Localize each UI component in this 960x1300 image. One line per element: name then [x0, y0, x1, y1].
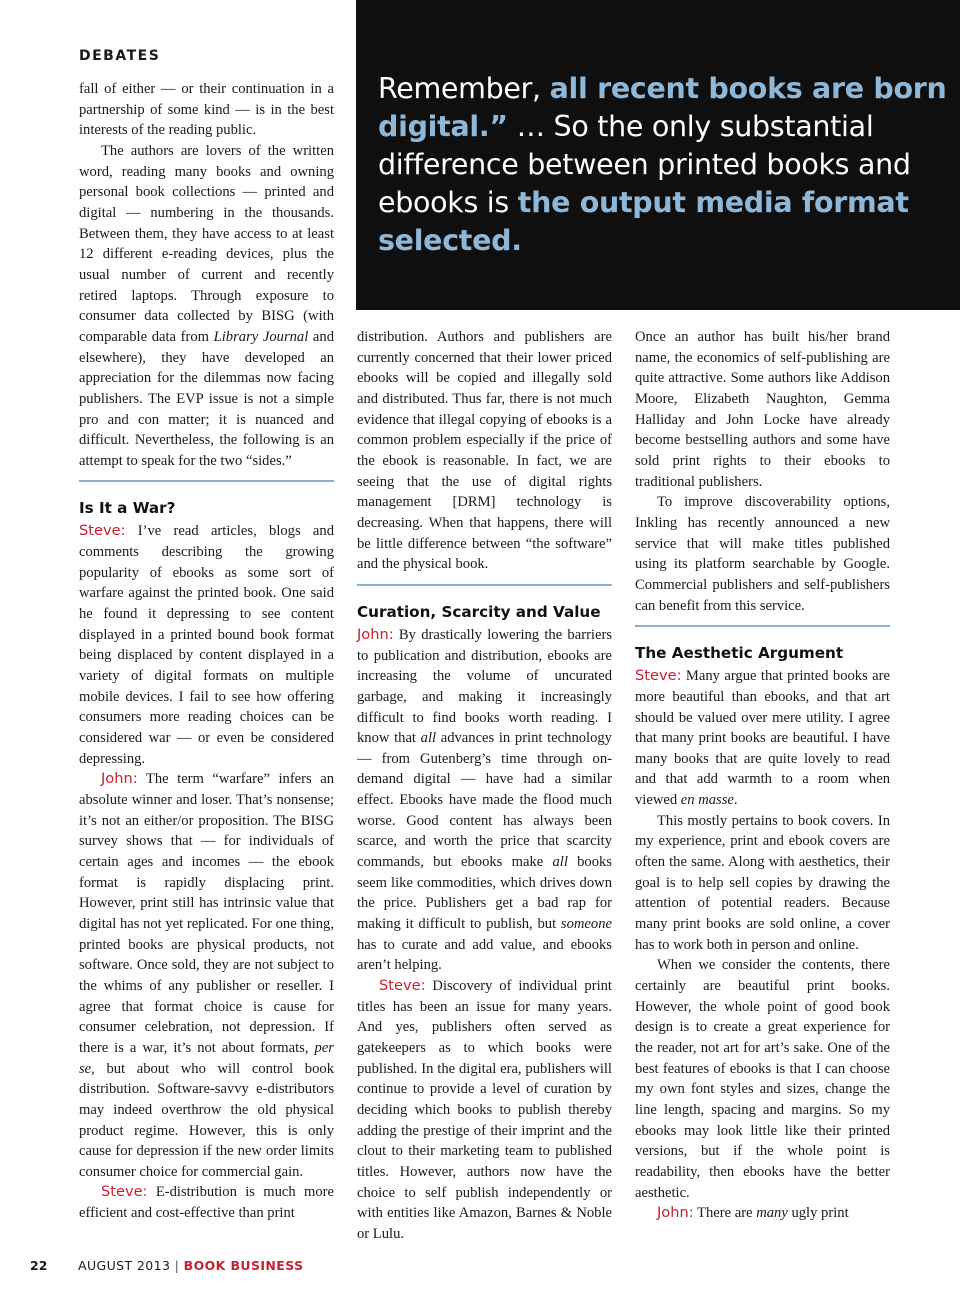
paragraph	[79, 769, 334, 1182]
paragraph: distribution. Authors and publishers are currently concerned that their lower priced ebooks will be copied and illegally sold and distributed. Thus far, there is not much evidence that illegal copying of ebooks is a common problem especially if the price of the ebook is reasonable. In fact, we are seeing that the use of digital rights management [DRM] technology is decreasing. When that happens, there will be little difference between “the software” and the physical book.	[357, 329, 612, 573]
speaker-label: Steve:	[101, 1183, 148, 1201]
italic-text: many	[756, 1205, 788, 1222]
italic-text: en masse	[680, 792, 734, 809]
text-run: E-distribution is much more efficient and cost-effective than print	[79, 1184, 334, 1222]
text-run: ugly print	[787, 1205, 849, 1222]
pull-quote-run: Remember,	[378, 72, 550, 105]
section-divider	[79, 480, 334, 482]
issue-info	[78, 1258, 303, 1273]
pull-quote-run: … So the only substantial difference between printed books and ebooks is	[378, 110, 911, 219]
text-run: The authors are lovers of the written word, reading many books and owning personal book collections — printed and digital — numbering in the thousands. Between them, they have access to at least 12 different e-reading devices, plus the usual number of current and recently retired laptops. Through exposure to consumer data collected by BISG (with comparable data from	[79, 142, 334, 345]
italic-text: Library Journal	[213, 328, 309, 345]
text-run: I’ve read articles, blogs and comments describing the growing popularity of ebooks as some sort of warfare against the printed book. One said he found it depressing to see content displayed in a printed bound book format being displaced by content displayed in a variety of digital formats on multiple mobile devices. I fail to see how offering consumers more reading choices can be considered war — or even be considered depressing.	[79, 523, 334, 767]
text-run: .	[733, 792, 738, 809]
italic-text: all	[552, 854, 568, 871]
paragraph: When we consider the contents, there certainly are beautiful print books. However, the whole point of good book design is to create a great experience for the reader, not art for art’s sake. One of the best features of ebooks is that I can choose my own font styles and sizes, change the line length, spacing and margins. So my ebooks may look little like their printed versions, but if the whole point is readability, then ebooks have the better aesthetic.	[635, 957, 890, 1201]
text-run: has to curate and add value, and ebooks aren’t helping.	[357, 936, 612, 974]
section-divider	[635, 625, 890, 627]
paragraph	[79, 521, 334, 769]
issue-date: AUGUST 2013	[78, 1258, 171, 1273]
paragraph	[79, 141, 334, 472]
pull-quote-run: .	[511, 224, 522, 257]
section-heading: The Aesthetic Argument	[635, 644, 844, 663]
text-run: Discovery of individual print titles has been an issue for many years. And yes, publishers often served as gatekeepers as to which books were published. In the digital era, publishers will continue to provide a level of curation by deciding which books to publish thereby adding the prestige of their imprint and the clout to their marketing team to published titles. However, authors now have the choice to self publish independently or with entities like Amazon, Barnes & Noble or Lulu.	[357, 978, 612, 1242]
paragraph: fall of either — or their continuation in a partnership of some kind — is in the best interests of the reading public.	[79, 81, 334, 139]
speaker-label: John:	[657, 1204, 694, 1222]
paragraph	[635, 1203, 890, 1224]
article-column-2	[357, 327, 612, 1245]
pull-quote-box	[356, 0, 960, 310]
speaker-label: John:	[101, 770, 138, 788]
section-heading: Is It a War?	[79, 499, 176, 518]
section-divider	[357, 584, 612, 586]
paragraph	[357, 625, 612, 976]
pull-quote-text	[378, 70, 948, 260]
section-label: DEBATES	[79, 48, 161, 64]
footer-separator: |	[174, 1258, 180, 1273]
speaker-label: John:	[357, 625, 394, 643]
italic-text: all	[420, 730, 437, 747]
text-run: By drastically lowering the barriers to publication and distribution, ebooks are increasing the volume of uncurated garbage, and making it increasingly difficult to find books worth reading. I know that	[357, 626, 612, 747]
speaker-label: Steve:	[79, 522, 126, 540]
publication-name: BOOK BUSINESS	[183, 1258, 304, 1273]
paragraph: To improve discoverability options, Inkling has recently announced a new service that will make titles published using its platform searchable by Google. Commercial publishers and self-publishers can benefit from this service.	[635, 494, 890, 614]
text-run: advances in print technology — from Gutenberg’s time through on-demand digital — have had a similar effect. Ebooks have made the flood much worse. Good content has always been scarce, and worth the price that scarcity commands, but ebooks make	[357, 730, 612, 871]
page-footer	[0, 1256, 960, 1276]
page-number: 22	[30, 1258, 48, 1273]
pull-quote-accent: all recent books are born digital.”	[378, 72, 947, 143]
text-run: , but about who will control book distribution. Software-savvy e-distributors may indeed overthrow the old physical product regime. However, this is only cause for depression if the new order limits consumer choice for commercial gain.	[79, 1060, 334, 1180]
text-run: Many argue that printed books are more beautiful than ebooks, and that art should be valued over mere utility. I agree that many print books are beautiful. I have many books that are quite lovely to read and that add warmth to a room when viewed	[635, 668, 890, 809]
italic-text: per se	[79, 1039, 334, 1077]
paragraph	[635, 666, 890, 811]
paragraph	[79, 1182, 334, 1223]
article-column-3	[635, 327, 890, 1224]
paragraph: Once an author has built his/her brand name, the economics of self-publishing are quite attractive. Some authors like Addison Moore, Elizabeth Naughton, Gemma Halliday and John Locke have already become bestselling authors and some have sold print rights to their ebooks to traditional publishers.	[635, 329, 890, 490]
paragraph	[357, 976, 612, 1245]
pull-quote-accent: the output media format selected	[378, 186, 909, 257]
speaker-label: Steve:	[379, 977, 426, 995]
speaker-label: Steve:	[635, 667, 682, 685]
section-heading: Curation, Scarcity and Value	[357, 602, 601, 621]
paragraph: This mostly pertains to book covers. In my experience, print and ebook covers are often the same. Along with aesthetics, their goal is to help sell copies by drawing the attention of potential readers. Because many print books are sold online, a cover has to work both in person and online.	[635, 812, 890, 953]
text-run: There are	[693, 1205, 757, 1222]
text-run: books seem like commodities, which drives down the price. Publishers get a bad rap for making it difficult to publish, but	[357, 854, 612, 933]
text-run: and elsewhere), they have developed an appreciation for the dilemmas now facing publishers. The EVP issue is not a simple pro and con matter; it is nuanced and difficult. Nevertheless, the following is an attempt to speak for the two “sides.”	[79, 328, 334, 469]
text-run: The term “warfare” infers an absolute winner and loser. That’s nonsense; it’s not an either/or proposition. The BISG survey shows that — for individuals of certain ages and incomes — the ebook format is rapidly displacing print. However, print still has intrinsic value that digital has not yet replicated. For one thing, printed books are physical products, not software. Once sold, they are not subject to the whims of any publisher or reseller. I agree that format choice is cause for consumer celebration, not depression. If there is a war, it’s not about formats,	[79, 771, 334, 1056]
article-column-1	[79, 79, 334, 1224]
italic-text: someone	[560, 916, 612, 933]
